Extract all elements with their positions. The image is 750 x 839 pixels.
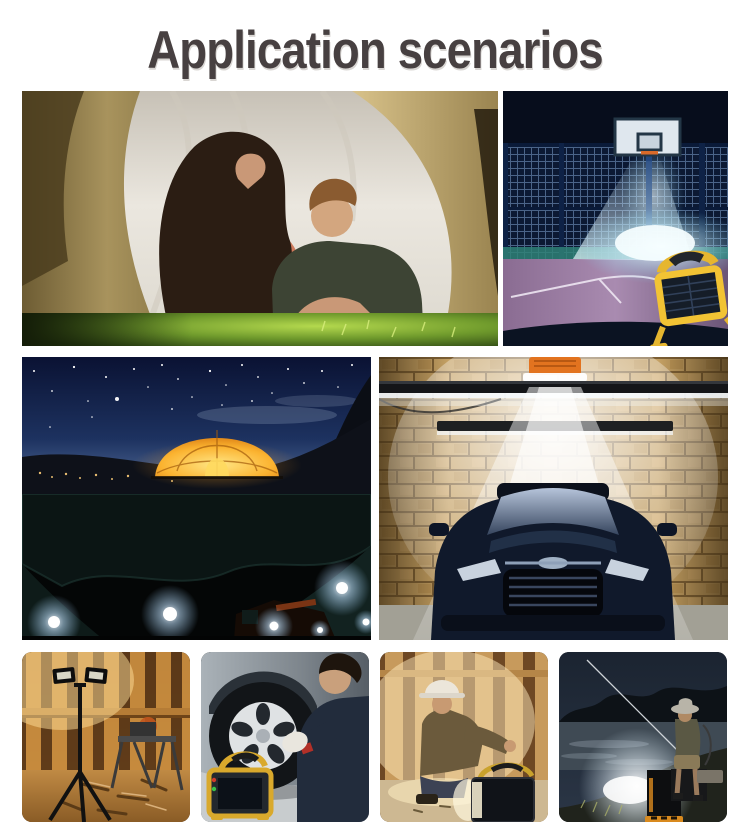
tent-couple-illustration	[22, 91, 498, 346]
grass-shadow	[22, 313, 192, 346]
photo-construction-site	[22, 652, 190, 822]
construction-illustration	[22, 652, 190, 822]
mine-cave-illustration	[22, 494, 371, 640]
photo-framing-worker	[380, 652, 548, 822]
garage-illustration	[379, 357, 728, 640]
photo-garage-car	[379, 357, 728, 640]
cave-floor	[22, 636, 371, 640]
starry-tent-illustration	[22, 357, 371, 494]
basketball-court-illustration	[503, 91, 728, 346]
photo-tire-repair	[201, 652, 369, 822]
photo-night-fishing	[559, 652, 727, 822]
photo-tent-couple	[22, 91, 498, 346]
photo-basketball-court	[503, 91, 728, 346]
photo-tent-starry-night	[22, 357, 371, 494]
page-title: Application scenarios	[147, 21, 603, 80]
tire-repair-illustration	[201, 652, 369, 822]
night-fishing-illustration	[559, 652, 727, 822]
framing-worker-illustration	[380, 652, 548, 822]
photo-mine-cave	[22, 494, 371, 640]
tackle-box	[697, 770, 723, 783]
